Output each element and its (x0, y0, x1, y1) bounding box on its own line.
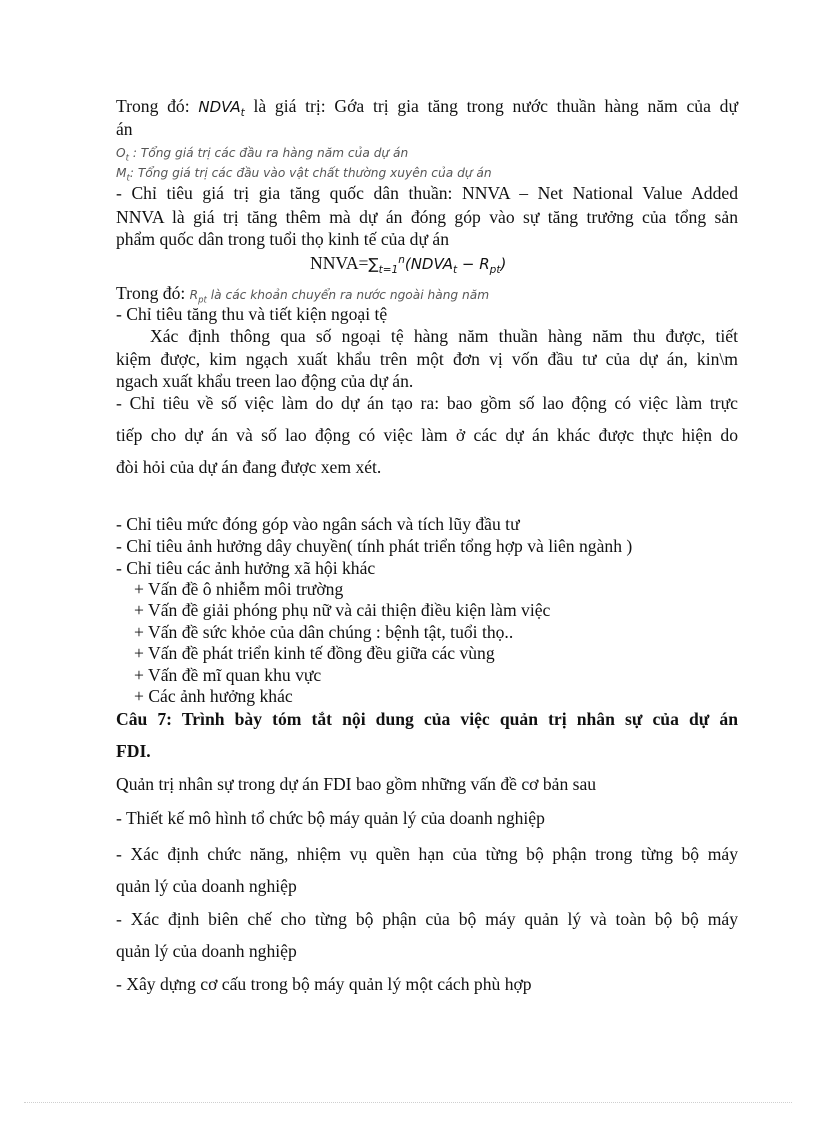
list-item: - Chỉ tiêu mức đóng góp vào ngân sách và tích lũy đầu tư (116, 514, 520, 534)
text-fragment: Trong đó: (116, 283, 190, 303)
text-fragment: là các khoản chuyển ra nước ngoài hàng năm (206, 288, 490, 302)
list-item: - Xây dựng cơ cấu trong bộ máy quản lý một cách phù hợp (116, 974, 532, 994)
math-sub: t (126, 173, 130, 184)
text-line: kiệm được, kim ngạch xuất khẩu trên một đơn vị vốn đầu tư của dự án, kin\m (116, 349, 738, 369)
text-fragment: : Tổng giá trị các đầu vào vật chất thường xuyên của dự án (129, 166, 492, 180)
text-line: Quản trị nhân sự trong dự án FDI bao gồm những vấn đề cơ bản sau (116, 774, 597, 794)
text-line: tiếp cho dự án và số lao động có việc làm ở các dự án khác được thực hiện do (116, 425, 738, 445)
sub-list-item: + Vấn đề sức khỏe của dân chúng : bệnh tật, tuổi thọ.. (134, 622, 514, 642)
list-item: - Xác định biên chế cho từng bộ phận của bộ máy quản lý và toàn bộ bộ máy (116, 909, 738, 929)
sub-list-item: + Vấn đề mĩ quan khu vực (134, 665, 322, 685)
sub-list-item: + Vấn đề ô nhiễm môi trường (134, 579, 344, 599)
text-line: NNVA là giá trị tăng thêm mà dự án đóng góp vào sự tăng trưởng của tổng sản (116, 207, 738, 227)
math-sub: t (453, 264, 458, 276)
text-line: phẩm quốc dân trong tuổi thọ kinh tế của dự án (116, 229, 449, 249)
math-text: − R (457, 255, 490, 273)
math-var: NDVA (198, 98, 241, 116)
sub-list-item: + Các ảnh hưởng khác (134, 686, 293, 706)
math-sub: pt (198, 295, 207, 306)
section-heading: Câu 7: Trình bày tóm tắt nội dung của việc quản trị nhân sự của dự án (116, 709, 738, 729)
math-var: R (189, 288, 199, 302)
text-line: đòi hỏi của dự án đang được xem xét. (116, 457, 382, 477)
text-line: quản lý của doanh nghiệp (116, 941, 297, 961)
section-heading-continued: FDI. (116, 741, 151, 761)
math-sub: t (240, 107, 245, 119)
text-line-nnva-heading: - Chỉ tiêu giá trị gia tăng quốc dân thuần: NNVA – Net National Value Added (116, 183, 738, 203)
sum-symbol: ∑ (368, 255, 379, 273)
list-item: - Chỉ tiêu ảnh hưởng dây chuyền( tính phát triển tổng hợp và liên ngành ) (116, 536, 633, 556)
math-var: O (116, 146, 126, 160)
list-item: - Xác định chức năng, nhiệm vụ quền hạn của từng bộ phận trong từng bộ máy (116, 844, 738, 864)
math-sub: t (125, 153, 129, 164)
sum-upper: n (398, 254, 405, 266)
formula-nnva (310, 249, 506, 281)
math-text: (NDVA (404, 255, 453, 273)
sub-list-item: + Vấn đề phát triển kinh tế đồng đều giữa các vùng (134, 643, 495, 663)
math-rpt (189, 288, 490, 306)
text-line: án (116, 119, 133, 139)
math-ndva (198, 98, 245, 119)
text-fragment: NNVA= (310, 253, 369, 273)
math-text: ) (500, 255, 507, 273)
text-line: ngach xuất khẩu treen lao động của dự án. (116, 371, 414, 391)
page-footer-divider (24, 1102, 792, 1103)
sum-lower: t=1 (378, 264, 399, 276)
text-fragment: là giá trị: Gớa trị gia tăng trong nước thuần hàng năm của dự (244, 96, 738, 116)
text-line: Xác định thông qua số ngoại tệ hàng năm thuần hàng năm thu được, tiết (150, 326, 738, 346)
text-fragment: : Tổng giá trị các đầu ra hàng năm của dự án (128, 146, 409, 160)
text-line-definition-ndva (116, 95, 738, 124)
list-item: - Chỉ tiêu các ảnh hưởng xã hội khác (116, 558, 376, 578)
text-line: - Chỉ tiêu về số việc làm do dự án tạo ra: bao gồm số lao động có việc làm trực (116, 393, 738, 413)
math-sum (368, 254, 507, 276)
text-line: quản lý của doanh nghiệp (116, 876, 297, 896)
sub-list-item: + Vấn đề giải phóng phụ nữ và cải thiện điều kiện làm việc (134, 600, 551, 620)
math-sub: pt (489, 264, 501, 276)
text-fragment: Trong đó: (116, 96, 199, 116)
list-item: - Thiết kế mô hình tổ chức bộ máy quản lý của doanh nghiệp (116, 808, 545, 828)
text-line: - Chỉ tiêu tăng thu và tiết kiện ngoại tệ (116, 304, 388, 324)
math-var: M (116, 166, 127, 180)
